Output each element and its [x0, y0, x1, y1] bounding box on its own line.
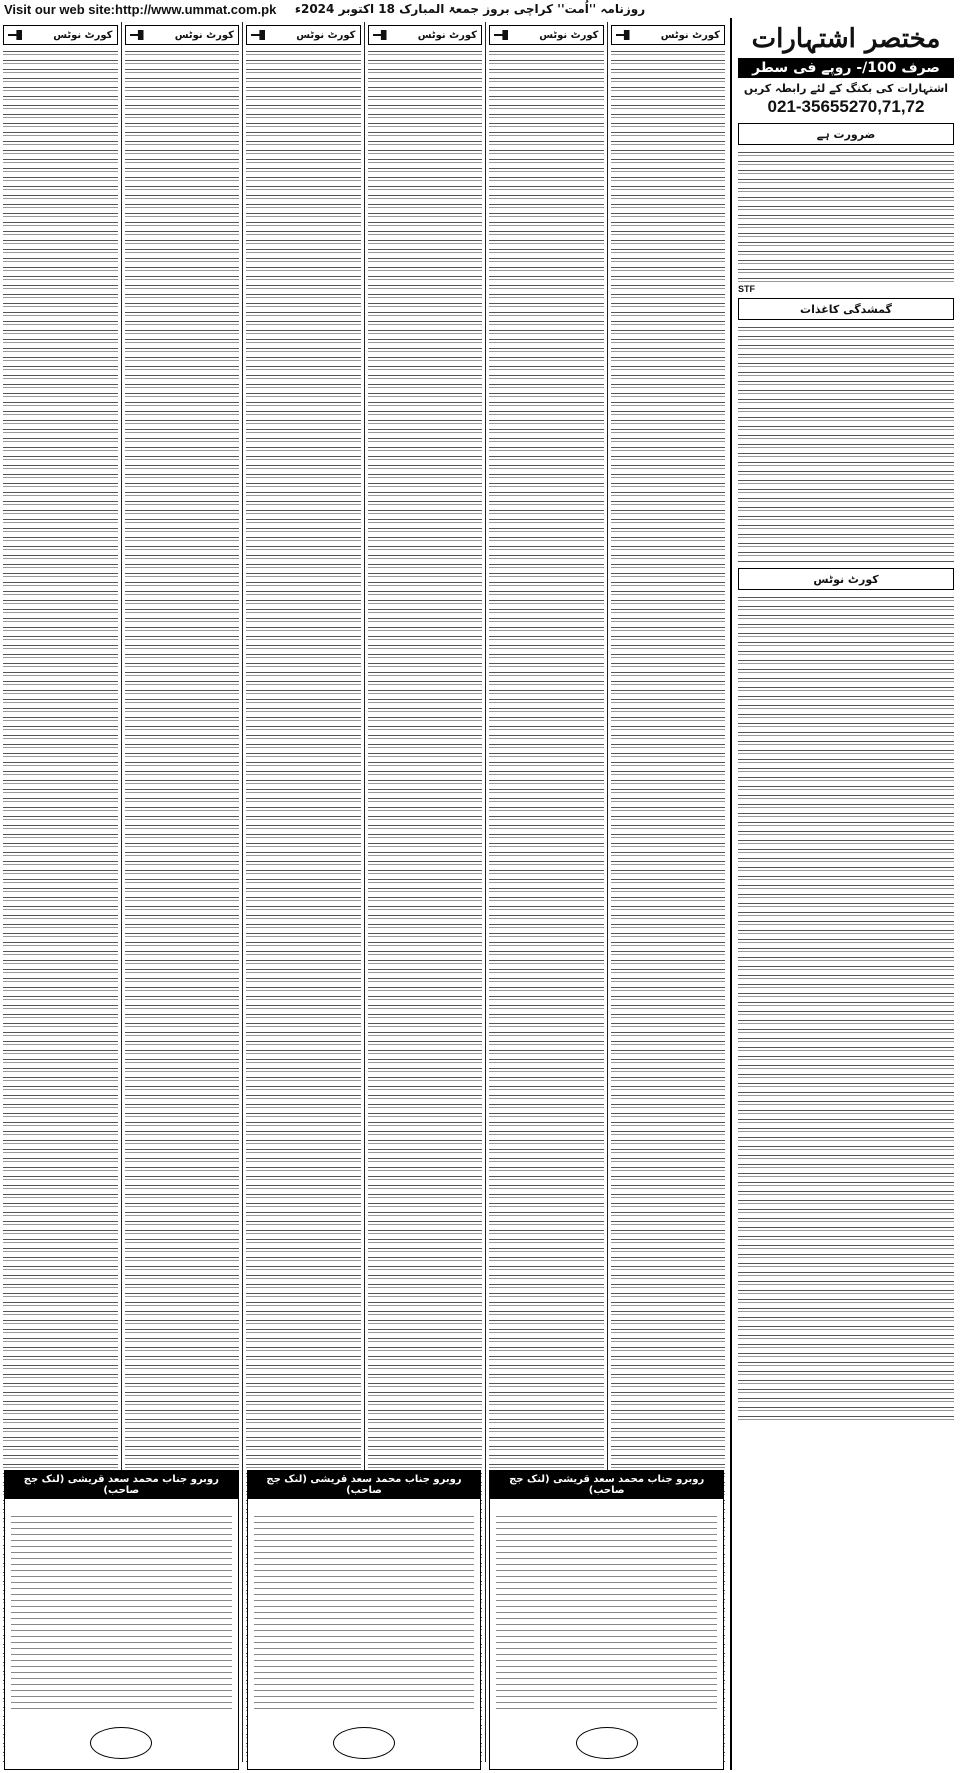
- government-notice-body: [11, 1511, 232, 1709]
- gavel-icon: [8, 30, 22, 40]
- column-heading: [611, 25, 726, 45]
- government-notice-caption: روبرو جناب محمد سعد قریشی (لنک جج صاحب): [248, 1471, 481, 1499]
- government-notice: [247, 1470, 482, 1770]
- column-heading: [489, 25, 604, 45]
- section-heading-wanted: ضرورت ہے: [738, 123, 954, 145]
- ads-rate: صرف 100/- روپے فی سطر: [738, 58, 954, 78]
- court-seal: [333, 1727, 395, 1759]
- website-label: Visit our web site:http://www.ummat.com.pk: [4, 2, 277, 17]
- ad-badge: STF: [738, 284, 755, 294]
- court-notice-text: [738, 594, 954, 1424]
- court-seal: [90, 1727, 152, 1759]
- gavel-icon: [251, 30, 265, 40]
- column-heading-text: کورٹ نوٹس: [660, 29, 720, 41]
- government-notice-body: [254, 1511, 475, 1709]
- gavel-icon: [130, 30, 144, 40]
- ads-booking-note: اشتہارات کی بکنگ کے لئے رابطہ کریں: [743, 82, 949, 95]
- government-notice-body: [496, 1511, 717, 1709]
- court-seal: [576, 1727, 638, 1759]
- ads-phone: 021-35655270,71,72: [767, 97, 925, 116]
- classified-ads-column: [730, 18, 960, 1770]
- column-heading: [125, 25, 240, 45]
- gavel-icon: [616, 30, 630, 40]
- column-heading-text: کورٹ نوٹس: [417, 29, 477, 41]
- government-notice: [489, 1470, 724, 1770]
- dateline: روزنامہ ''اُمت'' کراچی بروز جمعۃ المبارک 18 اکتوبر 2024ء: [294, 2, 646, 16]
- gavel-icon: [373, 30, 387, 40]
- column-heading-text: کورٹ نوٹس: [539, 29, 599, 41]
- government-notice-caption: روبرو جناب محمد سعد قریشی (لنک جج صاحب): [490, 1471, 723, 1499]
- government-notice: [4, 1470, 239, 1770]
- column-heading-text: کورٹ نوٹس: [174, 29, 234, 41]
- column-heading: [368, 25, 483, 45]
- column-heading: [246, 25, 361, 45]
- ads-title: مختصر اشتہارات: [751, 24, 941, 54]
- section-heading-lost-documents: گمشدگی کاغذات: [738, 298, 954, 320]
- column-heading: [3, 25, 118, 45]
- gavel-icon: [494, 30, 508, 40]
- government-notice-caption: روبرو جناب محمد سعد قریشی (لنک جج صاحب): [5, 1471, 238, 1499]
- column-heading-text: کورٹ نوٹس: [296, 29, 356, 41]
- government-notices-row: [0, 1470, 728, 1770]
- lost-documents-text: [738, 324, 954, 564]
- wanted-ads-text: [738, 149, 954, 284]
- section-heading-court-notice: کورٹ نوٹس: [738, 568, 954, 590]
- column-heading-text: کورٹ نوٹس: [53, 29, 113, 41]
